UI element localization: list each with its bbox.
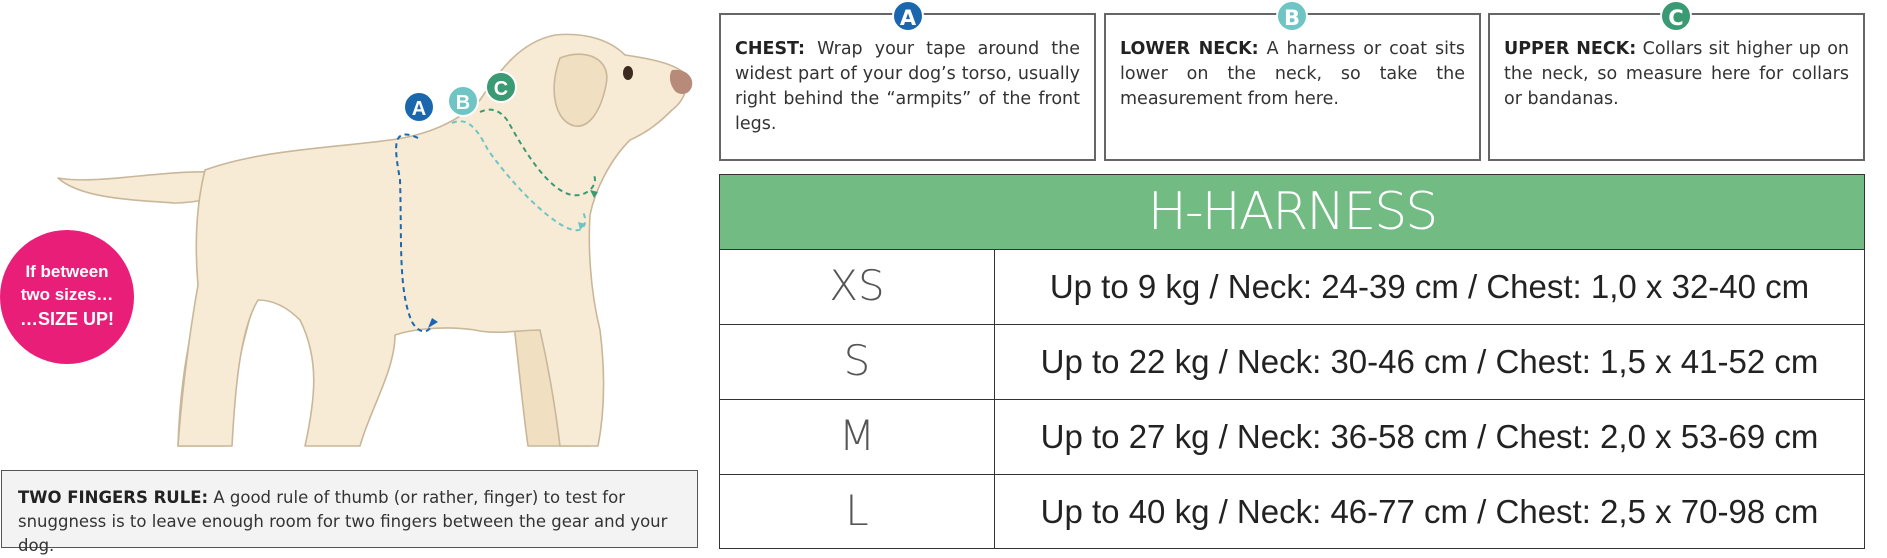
table-header: H-HARNESS (720, 175, 1864, 250)
diagram-badge-c-label: C (493, 78, 509, 100)
size-label: L (720, 475, 995, 549)
definition-upper-neck (1488, 13, 1865, 161)
definition-upper-neck-text: Collars sit higher up on the neck, so measure here for collars or bandanas. (1504, 39, 1849, 109)
size-label: XS (720, 250, 995, 324)
diagram-badge-b (448, 86, 478, 116)
definition-upper-neck-badge: C (1660, 0, 1692, 32)
size-spec: Up to 27 kg / Neck: 36-58 cm / Chest: 2,0 x 53-69 cm (1040, 418, 1819, 455)
size-up-badge (0, 230, 134, 364)
diagram-badge-a (404, 92, 434, 122)
size-label: M (720, 400, 995, 474)
size-up-line-1: If between (25, 262, 109, 281)
tip-text: A good rule of thumb (or rather, finger) to test for snuggness is to leave enough room for two fingers between the gear and your dog. (18, 488, 668, 555)
definition-chest-title: CHEST: (735, 39, 806, 59)
size-table (719, 174, 1865, 549)
table-row (720, 325, 1864, 400)
table-row (720, 400, 1864, 475)
definition-chest-badge: A (892, 0, 924, 32)
definition-lower-neck-text: A harness or coat sits lower on the neck, so take the measurement from here. (1120, 39, 1465, 109)
size-label: S (720, 325, 995, 399)
size-spec: Up to 40 kg / Neck: 46-77 cm / Chest: 2,5 x 70-98 cm (1040, 493, 1819, 530)
definition-lower-neck (1104, 13, 1481, 161)
table-row (720, 475, 1864, 549)
table-row (720, 250, 1864, 325)
definition-upper-neck-title: UPPER NECK: (1504, 39, 1637, 59)
dog-measurement-illustration (0, 0, 700, 460)
definition-chest (719, 13, 1096, 161)
size-spec: Up to 22 kg / Neck: 30-46 cm / Chest: 1,5 x 41-52 cm (1040, 343, 1819, 380)
tip-title: TWO FINGERS RULE: (18, 488, 209, 507)
size-spec: Up to 9 kg / Neck: 24-39 cm / Chest: 1,0 x 32-40 cm (1049, 268, 1810, 305)
diagram-badge-a-label: A (411, 98, 427, 120)
definition-lower-neck-badge: B (1276, 0, 1308, 32)
definition-chest-text: Wrap your tape around the widest part of your dog’s torso, usually right behind the “armpits” of the front legs. (735, 39, 1080, 134)
dog-body (178, 34, 686, 446)
dog-tail (58, 172, 215, 203)
dog-silhouette (58, 34, 686, 446)
definition-lower-neck-title: LOWER NECK: (1120, 39, 1259, 59)
diagram-badge-b-label: B (455, 92, 471, 114)
two-fingers-rule-box (1, 470, 698, 555)
dog-eye (623, 66, 633, 80)
diagram-badge-c (486, 72, 516, 102)
size-up-line-2: two sizes… (20, 285, 114, 304)
size-up-line-3: …SIZE UP! (19, 309, 115, 329)
